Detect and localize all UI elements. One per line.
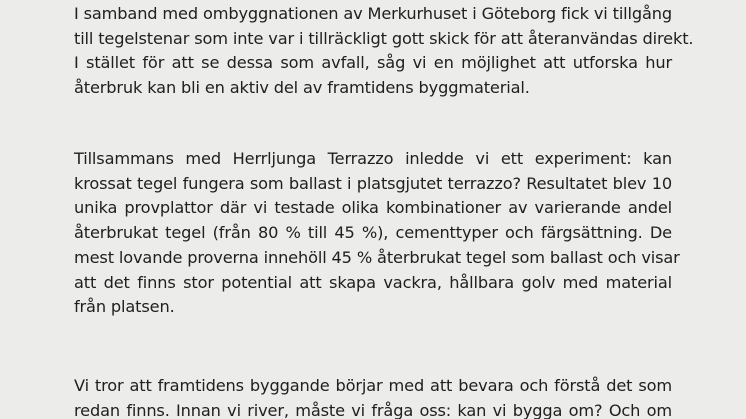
paragraph-terrazzo-experiment <box>74 147 680 320</box>
text-line: återbruk kan bli en aktiv del av framtidens byggmaterial. <box>74 78 530 98</box>
text-line: I stället för att se dessa som avfall, såg vi en möjlighet att utforska hur <box>74 53 672 73</box>
text-line: att det finns stor potential att skapa vackra, hållbara golv med material <box>74 272 672 292</box>
text-line: Tillsammans med Herrljunga Terrazzo inledde vi ett experiment: kan <box>74 149 672 168</box>
paragraph-future-building <box>74 374 672 419</box>
text-line: mest lovande proverna innehöll 45 % återbrukat tegel som ballast och visar <box>74 247 680 267</box>
text-line: redan finns. Innan vi river, måste vi fråga oss: kan vi bygga om? Och om <box>74 400 672 419</box>
text-line: Vi tror att framtidens byggande börjar med att bevara och förstå det som <box>74 376 672 395</box>
text-line: till tegelstenar som inte var i tillräckligt gott skick för att återanvändas direkt. <box>74 28 694 48</box>
paragraph-merkurhuset <box>74 2 694 101</box>
text-line: unika provplattor där vi testade olika kombinationer av varierande andel <box>74 198 672 218</box>
text-line: från platsen. <box>74 297 175 317</box>
text-line: I samband med ombyggnationen av Merkurhuset i Göteborg fick vi tillgång <box>74 4 672 23</box>
text-line: återbrukat tegel (från 80 % till 45 %), cementtyper och färgsättning. De <box>74 223 672 243</box>
text-line: krossat tegel fungera som ballast i platsgjutet terrazzo? Resultatet blev 10 <box>74 173 672 193</box>
